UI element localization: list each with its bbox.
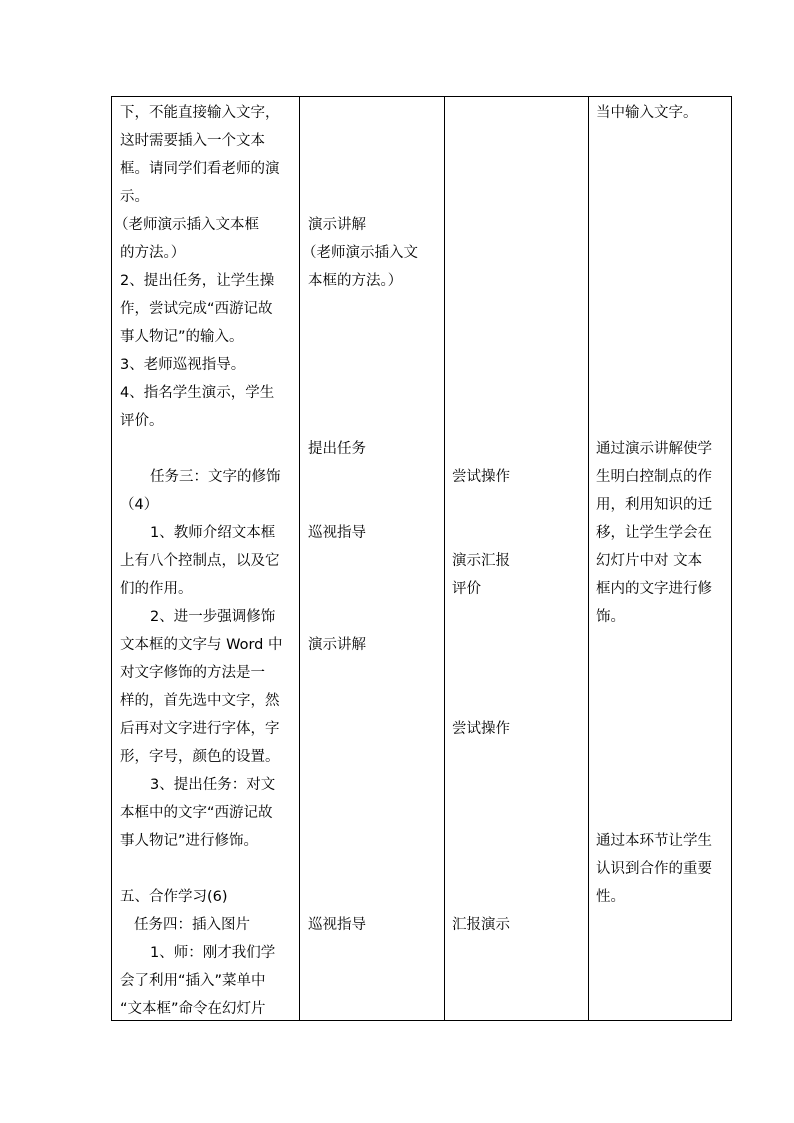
text-line: 当中输入文字。 (596, 105, 698, 121)
text-line: 尝试操作 (452, 721, 510, 737)
text-line: 汇报演示 (452, 917, 510, 933)
section-heading: 五、合作学习(6) (120, 889, 228, 905)
section-heading: 任务四：插入图片 (134, 917, 250, 933)
teaching-content-cell (112, 97, 299, 1020)
text-line: 提出任务 (308, 441, 366, 457)
text-line: 会了利用“插入”菜单中 (120, 973, 266, 989)
text-line: 本框的方法。） (308, 273, 403, 289)
text-line: 本框中的文字“西游记故 (120, 805, 273, 821)
text-line: 1、教师介绍文本框 (150, 525, 276, 541)
text-line: 3、提出任务：对文 (150, 777, 276, 793)
teacher-activity-cell (300, 97, 444, 1020)
section-heading: 任务三：文字的修饰 (150, 469, 281, 485)
text-line: 2、提出任务，让学生操 (120, 273, 275, 289)
student-activity-cell (445, 97, 588, 1020)
text-line: 作，尝试完成“西游记故 (120, 301, 273, 317)
text-line: 2、进一步强调修饰 (150, 609, 276, 625)
text-line: 框内的文字进行修 (596, 581, 712, 597)
text-line: （老师演示插入文本框 (114, 217, 259, 233)
text-line: 示。 (120, 189, 149, 205)
text-line: 认识到合作的重要 (596, 861, 712, 877)
design-intent-cell (589, 97, 731, 1020)
text-line: 性。 (596, 889, 625, 905)
text-line: 文本框的文字与 Word 中 (120, 637, 283, 653)
text-line: 演示讲解 (308, 637, 366, 653)
text-line: 框。请同学们看老师的演 (120, 161, 280, 177)
text-line: 事人物记”的输入。 (120, 329, 244, 345)
text-line: 巡视指导 (308, 917, 366, 933)
text-line: 尝试操作 (452, 469, 510, 485)
text-line: 移，让学生学会在 (596, 525, 712, 541)
text-line: 演示汇报 (452, 553, 510, 569)
text-line: 用，利用知识的迁 (596, 497, 712, 513)
text-line: 生明白控制点的作 (596, 469, 712, 485)
text-line: 1、师：刚才我们学 (150, 945, 276, 961)
text-line: 形，字号，颜色的设置。 (120, 749, 280, 765)
text-line: 事人物记”进行修饰。 (120, 833, 259, 849)
text-line: 巡视指导 (308, 525, 366, 541)
text-line: “文本框”命令在幻灯片 (120, 1001, 266, 1017)
lesson-plan-table (111, 96, 732, 1021)
text-line: 的方法。） (120, 245, 186, 261)
text-line: 对文字修饰的方法是一 (120, 665, 265, 681)
text-line: 评价 (452, 581, 481, 597)
text-line: 这时需要插入一个文本 (120, 133, 265, 149)
text-line: 后再对文字进行字体，字 (120, 721, 280, 737)
text-line: 通过本环节让学生 (596, 833, 712, 849)
text-line: 样的，首先选中文字，然 (120, 693, 280, 709)
text-line: （4） (120, 497, 159, 513)
text-line: 3、老师巡视指导。 (120, 357, 246, 373)
text-line: 下，不能直接输入文字， (120, 105, 280, 121)
text-line: 幻灯片中对 文本 (596, 553, 703, 569)
text-line: 4、指名学生演示，学生 (120, 385, 275, 401)
text-line: 通过演示讲解使学 (596, 441, 712, 457)
text-line: 演示讲解 (308, 217, 366, 233)
text-line: （老师演示插入文 (302, 245, 418, 261)
text-line: 评价。 (120, 413, 164, 429)
text-line: 饰。 (596, 609, 625, 625)
text-line: 们的作用。 (120, 581, 193, 597)
text-line: 上有八个控制点，以及它 (120, 553, 280, 569)
